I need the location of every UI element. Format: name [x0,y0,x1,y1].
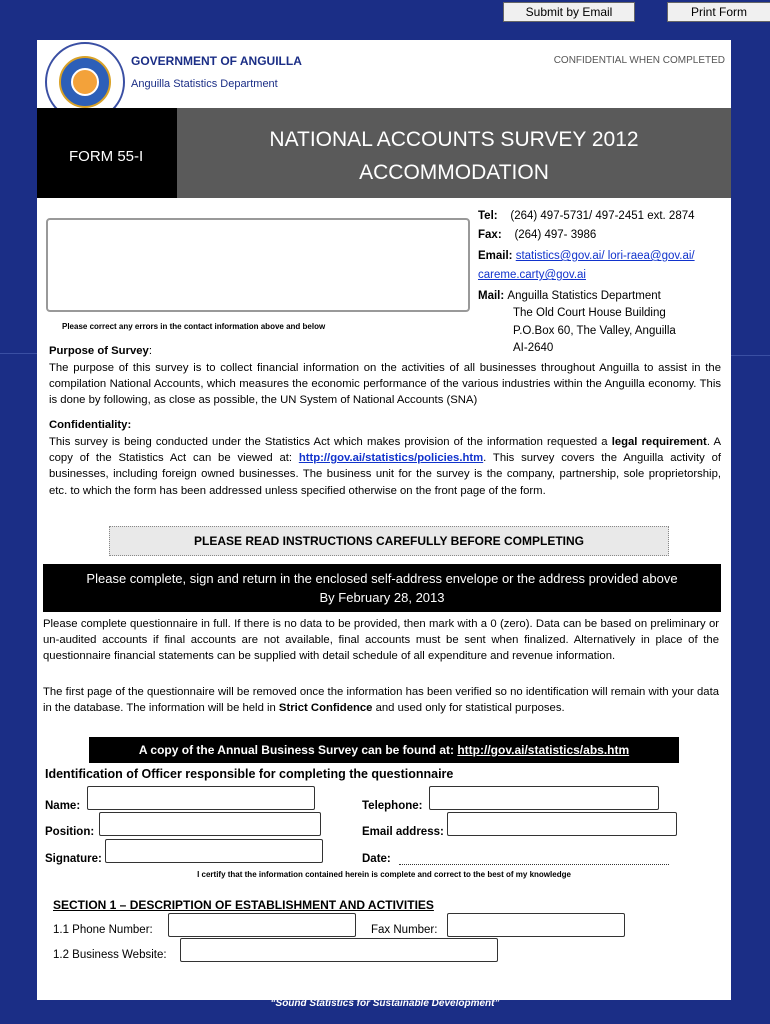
date-label: Date: [362,853,391,865]
fax-line: Fax: (264) 497- 3986 [478,229,597,241]
purpose-text: The purpose of this survey is to collect financial information on the activities of all businesses throughout Anguilla to assist in the compilation National Accounts, which measures the economic performance of the various industries within the Anguilla economy. This is done by following, as close as possible, the UN System of National Accounts (SNA) [49,362,721,407]
return-line-2: By February 28, 2013 [319,590,445,605]
abs-link[interactable]: http://gov.ai/statistics/abs.htm [457,743,630,757]
survey-title: NATIONAL ACCOUNTS SURVEY 2012 [269,128,639,151]
email-line-2 [478,267,586,283]
department-name: Anguilla Statistics Department [131,78,278,90]
certify-note: I certify that the information contained herein is complete and correct to the best of my knowledge [197,870,571,879]
left-edge-line [0,353,37,354]
footer-slogan: “Sound Statistics for Sustainable Development” [270,998,500,1009]
business-website-field[interactable] [180,938,498,962]
phone-number-label: 1.1 Phone Number: [53,924,153,936]
position-field[interactable] [99,812,321,836]
mail-line-2: The Old Court House Building [513,307,666,319]
correct-errors-note: Please correct any errors in the contact information above and below [62,322,326,331]
title-box [177,108,731,198]
contact-info-field[interactable] [46,218,470,312]
submit-by-email-button[interactable]: Submit by Email [503,2,635,22]
tel-line: Tel: (264) 497-5731/ 497-2451 ext. 2874 [478,210,695,222]
signature-field[interactable] [105,839,323,863]
confidentiality-heading: Confidentiality: [49,419,132,431]
date-field[interactable] [399,864,669,865]
read-instructions-banner: PLEASE READ INSTRUCTIONS CAREFULLY BEFORE COMPLETING [109,526,669,556]
mail-line-3: P.O.Box 60, The Valley, Anguilla [513,325,676,337]
statistics-act-link[interactable]: http://gov.ai/statistics/policies.htm [298,452,484,465]
section1-heading: SECTION 1 – DESCRIPTION OF ESTABLISHMENT AND ACTIVITIES [53,898,434,912]
form-number-box [37,108,177,198]
officer-heading: Identification of Officer responsible for completing the questionnaire [45,767,454,781]
confidential-notice: CONFIDENTIAL WHEN COMPLETED [553,55,725,66]
phone-number-field[interactable] [168,913,356,937]
right-edge-line [731,355,770,356]
signature-label: Signature: [45,853,102,865]
email-line: Email: statistics@gov.ai/ lori-raea@gov.ai/ [478,250,695,262]
name-field[interactable] [87,786,315,810]
position-label: Position: [45,826,95,838]
telephone-field[interactable] [429,786,659,810]
return-line-1: Please complete, sign and return in the enclosed self-address envelope or the address provided above [86,571,678,586]
purpose-heading: Purpose of Survey: [49,345,152,357]
fax-number-label: Fax Number: [371,924,438,936]
mail-line: Mail: Anguilla Statistics Department [478,290,661,302]
fax-number-field[interactable] [447,913,625,937]
print-form-button[interactable]: Print Form [667,2,770,22]
instructions-para-2: The first page of the questionnaire will be removed once the information has been verified so no identification will remain with your data in the database. The information will be held in Strict Confidence and used only for statistical purposes. [43,686,719,715]
abs-link-banner: A copy of the Annual Business Survey can be found at: http://gov.ai/statistics/abs.htm [89,737,679,763]
name-label: Name: [45,800,81,812]
instructions-para-1: Please complete questionnaire in full. If there is no data to be provided, then mark with a 0 (zero). Data can be based on preliminary or un-audited accounts if final accounts are not available, final accounts must be sent when finalized. Alternatively in place of the questionnaire financial statements can be supplied with detail schedule of all expenditure and revenue information. [43,618,719,663]
government-name: GOVERNMENT OF ANGUILLA [131,54,302,68]
form-page [37,40,731,1000]
email-address-field[interactable] [447,812,677,836]
form-number: FORM 55-I [69,148,144,165]
confidentiality-text: This survey is being conducted under the Statistics Act which makes provision of the information requested a legal requirement. A copy of the Statistics Act can be viewed at: http://gov.ai/statistics/policies.htm. This survey covers the Anguilla activity of businesses, including foreign owned businesses. The business unit for the survey is the company, partnership, sole proprietorship, etc. to which the form has been addressed unless specified otherwise on the front page of the form. [49,436,721,497]
email-link-2[interactable]: careme.carty@gov.ai [478,269,586,281]
business-website-label: 1.2 Business Website: [53,949,167,961]
survey-subtitle: ACCOMMODATION [359,161,549,184]
mail-line-4: AI-2640 [513,342,554,354]
email-link[interactable]: statistics@gov.ai/ lori-raea@gov.ai/ [515,250,695,262]
telephone-label: Telephone: [362,800,423,812]
return-instructions-banner [43,564,721,612]
top-toolbar [0,0,770,26]
email-address-label: Email address: [362,826,444,838]
